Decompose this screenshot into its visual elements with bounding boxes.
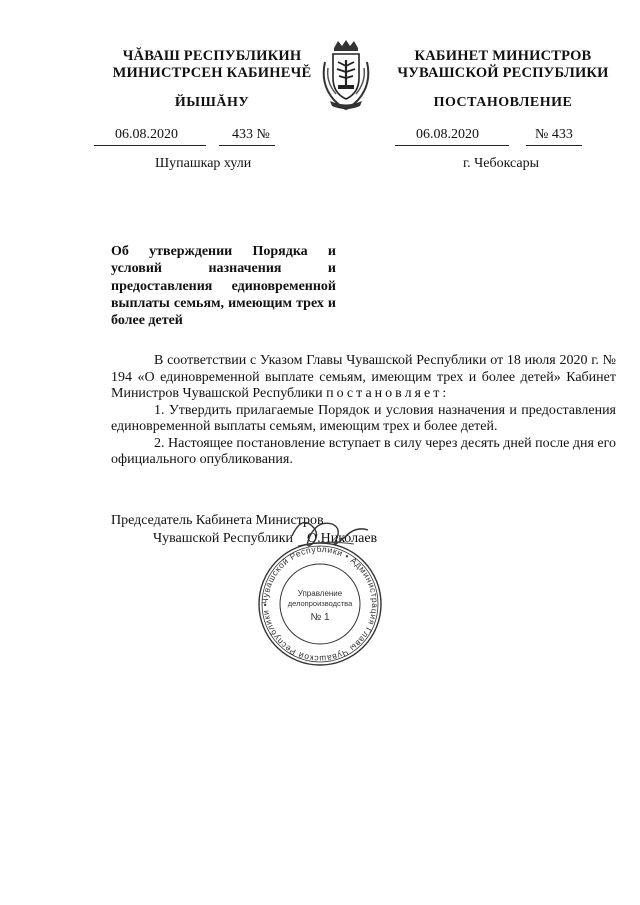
document-body	[111, 353, 616, 469]
right-header-line1: КАБИНЕТ МИНИСТРОВ	[414, 48, 592, 64]
left-header-line2: МИНИСТРСЕН КАБИНЕЧĔ	[112, 65, 312, 81]
left-header-line1: ЧĂВАШ РЕСПУБЛИКИН	[122, 48, 302, 64]
right-date: 06.08.2020	[416, 127, 479, 142]
stamp-seal-icon	[256, 540, 384, 668]
left-number-underline	[219, 145, 275, 146]
body-paragraph-2: 1. Утвердить прилагаемые Порядок и условия назначения и предоставления единовременной выплаты семьям, имеющим трех и более детей.	[111, 402, 616, 434]
right-header-ministry	[388, 48, 618, 82]
stamp-inner-line3: № 1	[310, 612, 330, 623]
right-place: г. Чебоксары	[463, 156, 540, 171]
right-date-underline	[395, 145, 509, 146]
coat-of-arms-icon	[316, 38, 376, 112]
left-date: 06.08.2020	[115, 127, 178, 142]
signature-name: О.Николаев	[307, 531, 378, 546]
body-paragraph-3: 2. Настоящее постановление вступает в силу через десять дней после дня его официального опубликования.	[111, 435, 616, 467]
body-paragraph-1	[111, 353, 616, 403]
body-paragraph-1-text: В соответствии с Указом Главы Чувашской Республики от 18 июля 2020 г. № 194 «О единовременной выплате семьям, имеющим трех и более детей» Кабинет Министров Чувашской Республики	[111, 353, 616, 401]
left-header-ministry	[92, 48, 332, 82]
left-doctype: ЙЫШĂНУ	[174, 95, 250, 110]
stamp-inner-line2: делопроизводства	[287, 599, 353, 608]
right-header-line2: ЧУВАШСКОЙ РЕСПУБЛИКИ	[397, 65, 609, 81]
signature-position-line1: Председатель Кабинета Министров	[111, 513, 324, 528]
right-number-underline	[526, 145, 582, 146]
official-stamp	[256, 540, 384, 668]
stamp-inner-line1: Управление	[297, 589, 343, 598]
body-paragraph-1-verb: постановляет:	[326, 386, 450, 401]
document-title: Об утверждении Порядка и условий назначения и предоставления единовременной выплаты семьям, имеющим трех и более детей	[111, 244, 336, 329]
left-date-underline	[94, 145, 206, 146]
left-place: Шупашкар хули	[155, 156, 252, 171]
signature-position-line2: Чувашской Республики	[153, 531, 294, 546]
right-doctype: ПОСТАНОВЛЕНИЕ	[433, 95, 573, 110]
left-number: 433 №	[232, 127, 270, 142]
right-number: № 433	[535, 127, 573, 142]
stamp-outer-text: Чувашской Республики • Администрация Главы Чувашской Республики •	[259, 543, 381, 665]
coat-of-arms-emblem	[316, 38, 376, 112]
